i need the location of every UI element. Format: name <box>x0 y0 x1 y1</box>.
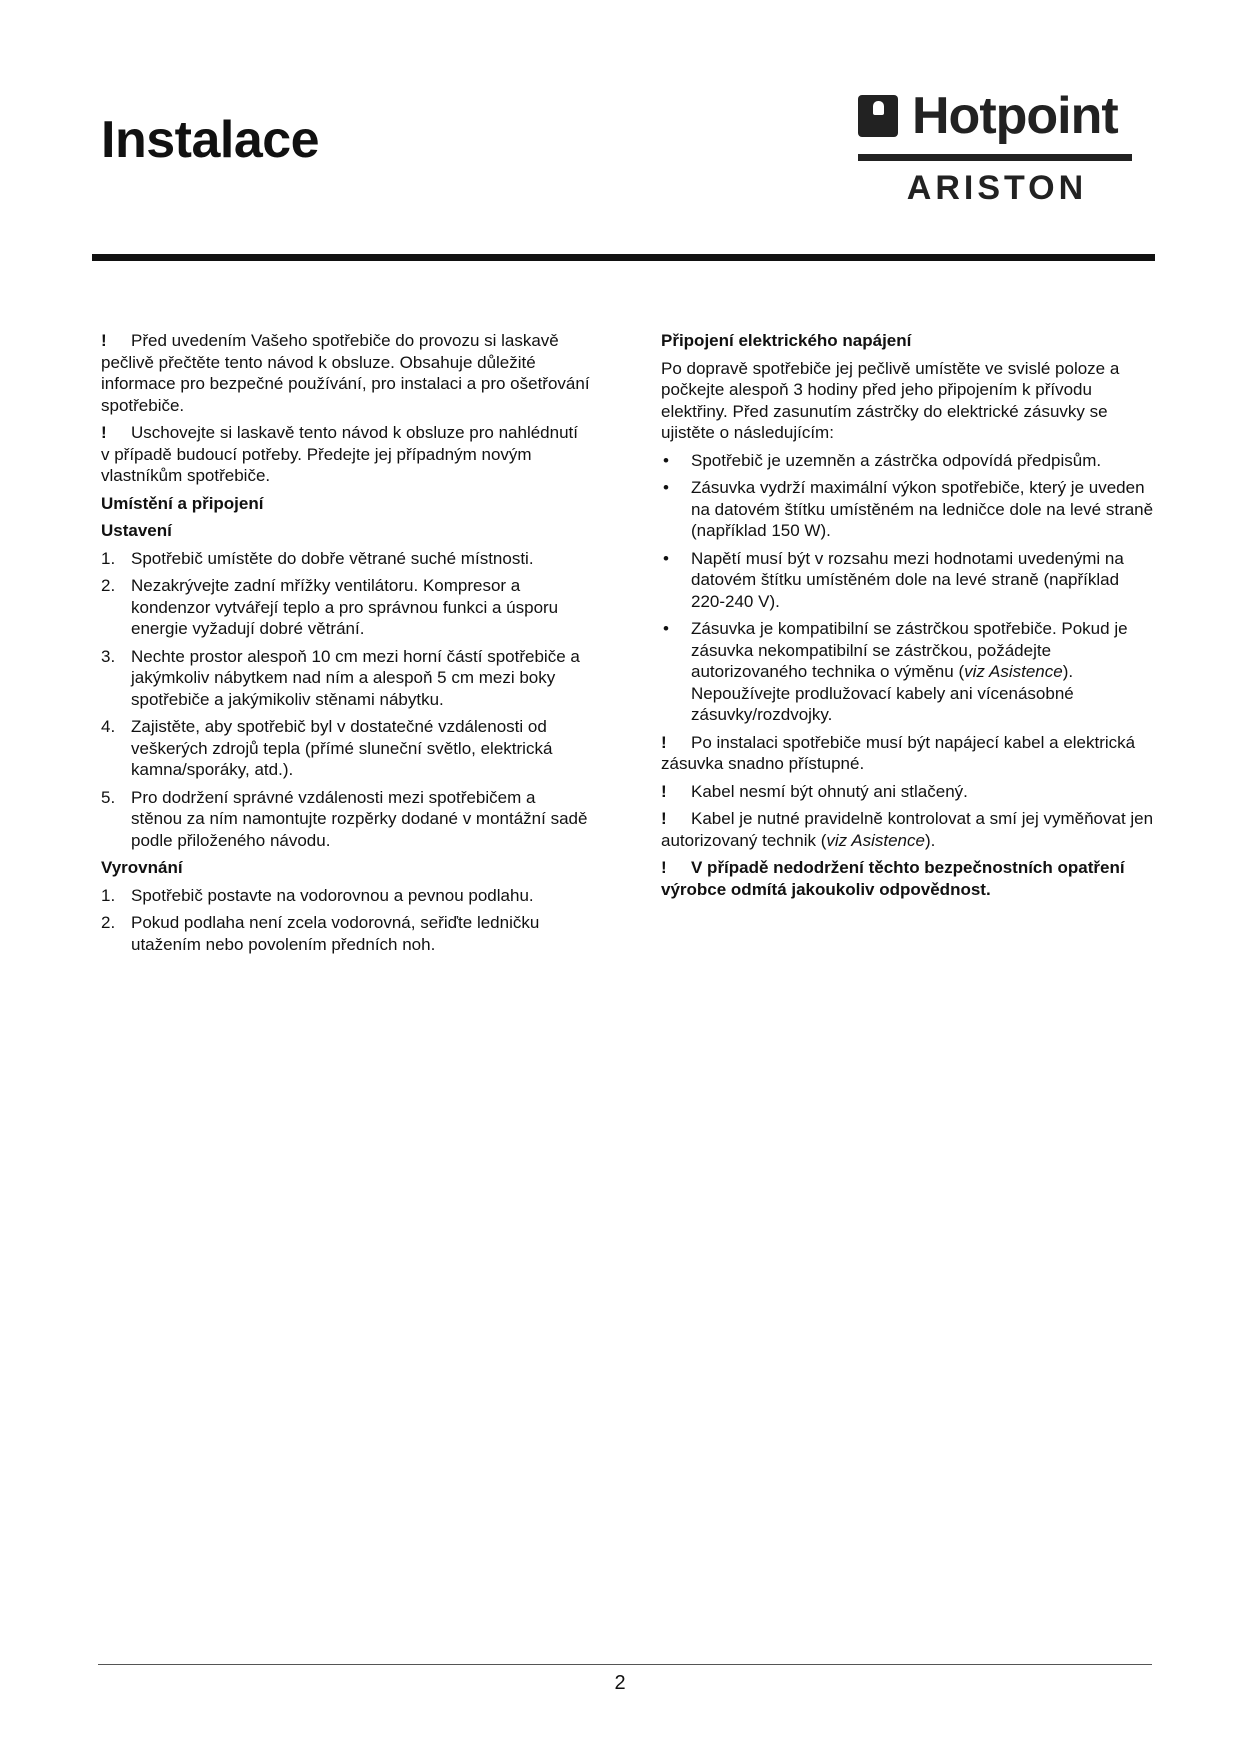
exclamation-mark: ! <box>661 809 667 828</box>
item-number: 2. <box>101 913 116 932</box>
item-text: Zásuvka je kompatibilní se zástrčkou spotřebiče. Pokud je zásuvka nekompatibilní se zástrčkou, požádejte autorizovaného technika o výměnu ( <box>691 619 1128 681</box>
exclamation-mark: ! <box>661 732 667 752</box>
item-text: Nezakrývejte zadní mřížky ventilátoru. Kompresor a kondenzor vytvářejí teplo a pro správnou funkci a úsporu energie vyžadují dobré větrání. <box>131 576 559 638</box>
warning-note <box>661 781 1156 803</box>
safety-note <box>101 330 591 416</box>
cross-reference: viz Asistence <box>964 662 1063 681</box>
section-heading: Umístění a připojení <box>101 493 264 513</box>
item-number: 4. <box>101 717 116 736</box>
item-number: 2. <box>101 576 116 595</box>
item-number: 3. <box>101 646 116 666</box>
subsection-heading-setup: Ustavení <box>101 521 172 540</box>
warning-text: ). <box>924 830 936 850</box>
list-item <box>661 618 1156 726</box>
page-number: 2 <box>614 1672 626 1694</box>
list-item <box>101 716 591 781</box>
list-item <box>661 477 1156 542</box>
list-item <box>101 885 591 907</box>
item-text: Zásuvka vydrží maximální výkon spotřebiče, který je uveden na datovém štítku umístěném na ledničce dole na levé straně (například 150 W). <box>691 478 1154 540</box>
warning-note <box>661 732 1156 775</box>
bullet-icon: • <box>663 548 669 568</box>
list-item <box>101 575 591 640</box>
right-column <box>661 330 1156 906</box>
logo-brand-text: Hotpoint <box>912 87 1118 145</box>
exclamation-mark: ! <box>661 858 667 877</box>
warning-note <box>661 808 1156 851</box>
logo-top-row <box>858 88 1136 144</box>
exclamation-mark: ! <box>101 423 107 442</box>
list-item <box>101 646 591 711</box>
item-number: 5. <box>101 787 116 807</box>
note-text: Před uvedením Vašeho spotřebiče do provozu si laskavě pečlivě přečtěte tento návod k obsluze. Obsahuje důležité informace pro bezpečné používání, pro instalaci a pro ošetřování spotřebiče. <box>101 331 590 415</box>
header-rule <box>92 254 1155 261</box>
exclamation-mark: ! <box>101 331 107 350</box>
item-number: 1. <box>101 548 116 568</box>
logo-sub-text: ARISTON <box>906 169 1088 207</box>
item-text: Pro dodržení správné vzdálenosti mezi spotřebičem a stěnou za ním namontujte rozpěrky dodané v montážní sadě podle přiloženého návodu. <box>131 787 588 850</box>
item-text: Spotřebič umístěte do dobře větrané suché místnosti. <box>131 548 534 568</box>
item-text: Spotřebič postavte na vodorovnou a pevnou podlahu. <box>131 885 534 905</box>
item-text: ). Nepoužívejte prodlužovací kabely ani vícenásobné zásuvky/rozdvojky. <box>691 662 1074 724</box>
setup-list <box>101 548 591 852</box>
footer-rule <box>98 1664 1152 1665</box>
page-title: Instalace <box>101 111 320 169</box>
warning-text: V případě nedodržení těchto bezpečnostních opatření výrobce odmítá jakoukoliv odpovědnost. <box>661 858 1125 899</box>
list-item <box>101 787 591 852</box>
bullet-icon: • <box>663 478 669 497</box>
item-text: Spotřebič je uzemněn a zástrčka odpovídá předpisům. <box>691 450 1102 470</box>
item-number: 1. <box>101 885 116 905</box>
warning-text: Kabel nesmí být ohnutý ani stlačený. <box>691 781 968 801</box>
safety-note <box>101 422 591 487</box>
list-item <box>101 912 591 955</box>
bullet-icon: • <box>663 619 669 638</box>
list-item <box>661 450 1156 472</box>
note-text: Uschovejte si laskavě tento návod k obsluze pro nahlédnutí v případě budoucí potřeby. Předejte jej případným novým vlastníkům spotřebiče. <box>101 423 578 485</box>
final-warning <box>661 857 1156 900</box>
exclamation-mark: ! <box>661 781 667 801</box>
subsection-heading-leveling: Vyrovnání <box>101 858 183 877</box>
leveling-list <box>101 885 591 956</box>
list-item <box>661 548 1156 613</box>
warning-text: Kabel je nutné pravidelně kontrolovat a smí jej vyměňovat jen autorizovaný technik ( <box>661 809 1154 850</box>
logo-mark-icon <box>858 95 898 137</box>
left-column <box>101 330 591 961</box>
item-text: Nechte prostor alespoň 10 cm mezi horní částí spotřebiče a jakýmkoliv nábytkem nad ním a alespoň 5 cm mezi boky spotřebiče a jakýmikoliv stěnami nábytku. <box>131 646 580 709</box>
item-text: Pokud podlaha není zcela vodorovná, seřiďte ledničku utažením nebo povolením předních noh. <box>131 913 540 954</box>
item-text: Napětí musí být v rozsahu mezi hodnotami uvedenými na datovém štítku umístěném dole na levé straně (například 220-240 V). <box>691 548 1124 611</box>
cross-reference: viz Asistence <box>826 830 925 850</box>
checklist <box>661 450 1156 726</box>
brand-logo <box>858 87 1136 207</box>
bullet-icon: • <box>663 450 669 470</box>
item-text: Zajistěte, aby spotřebič byl v dostatečné vzdálenosti od veškerých zdrojů tepla (přímé sluneční světlo, elektrická kamna/sporáky, atd.). <box>131 717 553 779</box>
section-heading-power: Připojení elektrického napájení <box>661 331 912 350</box>
list-item <box>101 548 591 570</box>
warning-text: Po instalaci spotřebiče musí být napájecí kabel a elektrická zásuvka snadno přístupné. <box>661 732 1136 773</box>
logo-divider <box>858 154 1132 161</box>
intro-paragraph: Po dopravě spotřebiče jej pečlivě umístěte ve svislé poloze a počkejte alespoň 3 hodiny před jeho připojením k přívodu elektřiny. Před zasunutím zástrčky do elektrické zásuvky se ujistěte o následujícím: <box>661 358 1120 442</box>
